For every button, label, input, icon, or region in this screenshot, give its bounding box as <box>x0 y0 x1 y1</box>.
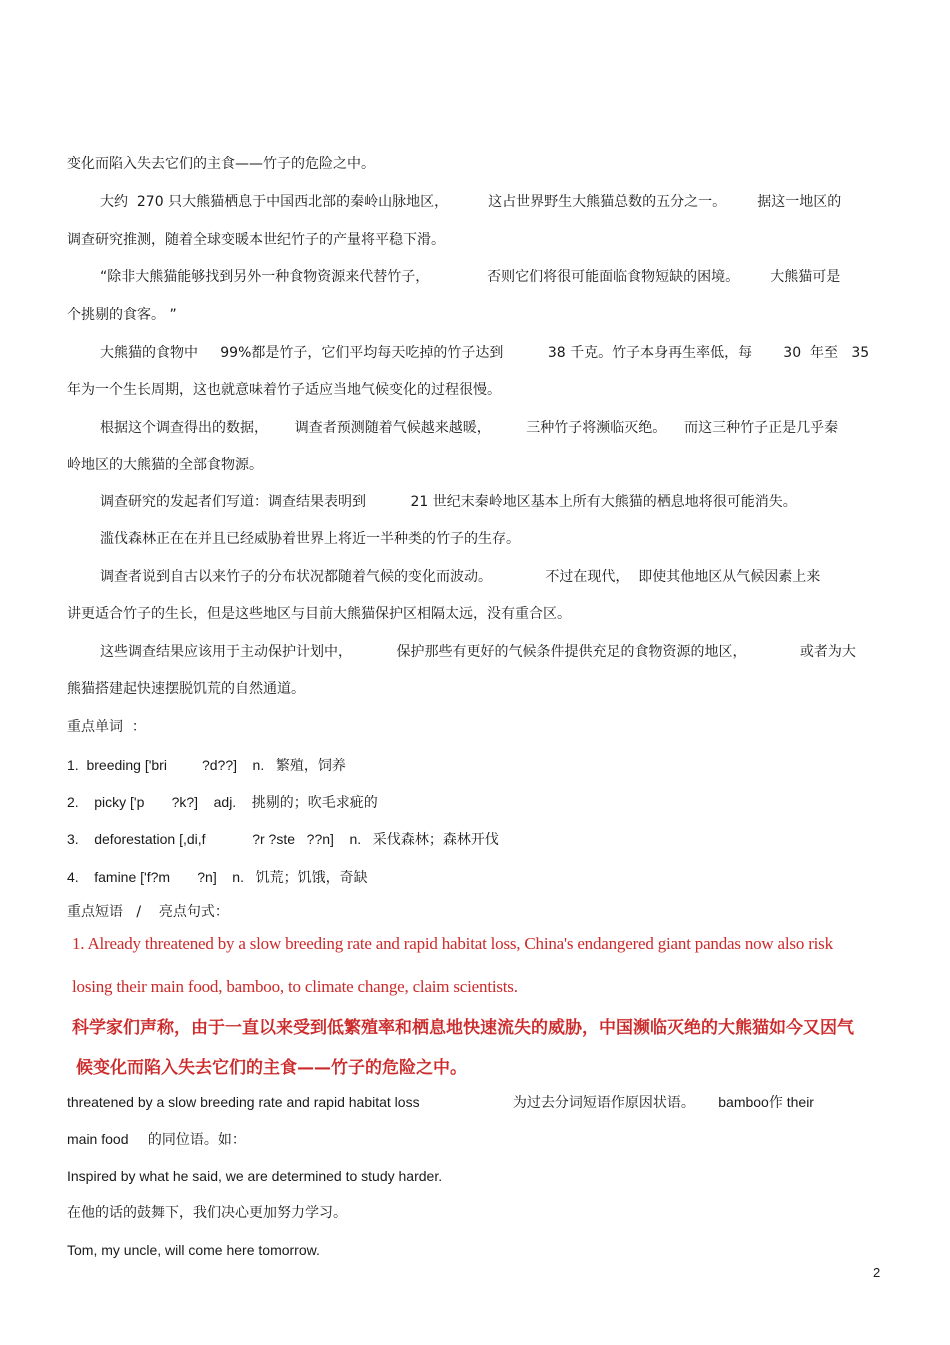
body-line: 岭地区的大熊猫的全部食物源。 <box>67 457 263 473</box>
body-line: 熊猫搭建起快速摆脱饥荒的自然通道。 <box>67 681 305 697</box>
body-line: 根据这个调查得出的数据， 调查者预测随着气候越来越暖， 三种竹子将濒临灭绝。 而这三种竹子正是几乎秦 <box>100 420 839 436</box>
body-line: 这些调查结果应该用于主动保护计划中， 保护那些有更好的气候条件提供充足的食物资源的地区， 或者为大 <box>100 644 856 660</box>
highlight-sentence-cn: 科学家们声称，由于一直以来受到低繁殖率和栖息地快速流失的威胁，中国濒临灭绝的大熊猫如今又因气 <box>72 1018 854 1038</box>
body-line: 滥伐森林正在在并且已经威胁着世界上将近一半种类的竹子的生存。 <box>100 531 520 547</box>
highlight-sentence-en: 1. Already threatened by a slow breeding rate and rapid habitat loss, China's endangered giant pandas now also risk <box>72 934 833 953</box>
body-line: 调查研究推测，随着全球变暖本世纪竹子的产量将平稳下滑。 <box>67 232 445 248</box>
vocab-item: 1. breeding ['bri ?d??] n. 繁殖，饲养 <box>67 757 346 773</box>
body-line: 个挑剔的食客。 ” <box>67 307 177 323</box>
grammar-note: threatened by a slow breeding rate and rapid habitat loss 为过去分词短语作原因状语。 bamboo作 their <box>67 1094 814 1110</box>
vocab-item: 2. picky ['p ?k?] adj. 挑剔的；吹毛求疵的 <box>67 794 378 810</box>
example-sentence: Inspired by what he said, we are determined to study harder. <box>67 1168 443 1184</box>
body-line: “除非大熊猫能够找到另外一种食物资源来代替竹子， 否则它们将很可能面临食物短缺的困境。 大熊猫可是 <box>100 269 841 285</box>
vocab-heading: 重点单词 ： <box>67 719 146 735</box>
highlight-sentence-en: losing their main food, bamboo, to climate change, claim scientists. <box>72 977 518 996</box>
body-line: 大约 270 只大熊猫栖息于中国西北部的秦岭山脉地区， 这占世界野生大熊猫总数的五分之一。 据这一地区的 <box>100 194 842 210</box>
vocab-item: 4. famine ['f?m ?n] n. 饥荒；饥饿，奇缺 <box>67 869 368 885</box>
highlight-sentence-cn: 候变化而陷入失去它们的主食——竹子的危险之中。 <box>76 1058 467 1078</box>
body-line: 大熊猫的食物中 99%都是竹子，它们平均每天吃掉的竹子达到 38 千克。竹子本身再生率低，每 30 年至 35 <box>100 345 870 361</box>
example-translation: 在他的话的鼓舞下，我们决心更加努力学习。 <box>67 1205 347 1221</box>
vocab-item: 3. deforestation [,di,f ?r ?ste ??n] n. 采伐森林；森林开伐 <box>67 831 499 847</box>
body-line: 调查者说到自古以来竹子的分布状况都随着气候的变化而波动。 不过在现代， 即使其他地区从气候因素上来 <box>100 569 821 585</box>
grammar-note: main food 的同位语。如： <box>67 1131 246 1147</box>
body-line: 调查研究的发起者们写道：调查结果表明到 21 世纪末秦岭地区基本上所有大熊猫的栖息地将很可能消失。 <box>100 494 797 510</box>
body-line: 变化而陷入失去它们的主食——竹子的危险之中。 <box>67 156 375 172</box>
page-number: 2 <box>873 1265 881 1280</box>
phrase-heading: 重点短语 / 亮点句式： <box>67 904 229 920</box>
example-sentence: Tom, my uncle, will come here tomorrow. <box>67 1242 320 1258</box>
body-line: 讲更适合竹子的生长，但是这些地区与目前大熊猫保护区相隔太远，没有重合区。 <box>67 606 571 622</box>
body-line: 年为一个生长周期，这也就意味着竹子适应当地气候变化的过程很慢。 <box>67 382 501 398</box>
